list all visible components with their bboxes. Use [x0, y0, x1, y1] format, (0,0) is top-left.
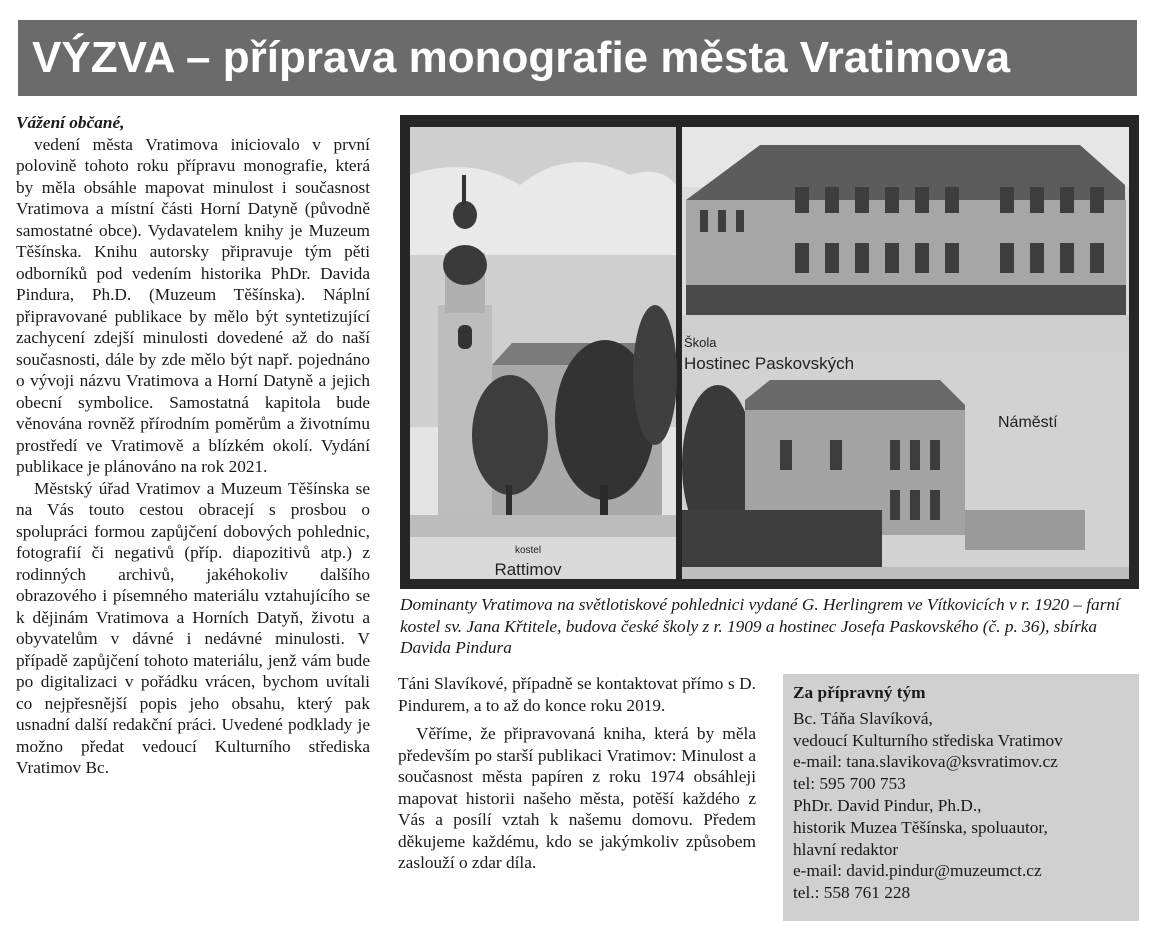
title-banner — [18, 20, 1137, 96]
contact-phone: tel: 595 700 753 — [793, 774, 906, 794]
article-left-column — [16, 112, 370, 779]
page-title: VÝZVA – příprava monografie města Vratimova — [32, 33, 1011, 82]
contact-line: Bc. Táňa Slavíková, — [793, 708, 933, 728]
paragraph-1: vedení města Vratimova iniciovalo v první polovině tohoto roku přípravu monografie, která by měla obsáhle mapovat minulost i současnost Vratimova a místní části Horní Datyně (původně samostatné obce). Vydavatelem knihy je Muzeum Těšínska. Knihu autorsky připravuje tým pěti odborníků pod vedením historika PhDr. Davida Pindura, Ph.D. (Muzeum Těšínska). Náplní připravované publikace by mělo být syntetizující zachycení zdejší minulosti dovedené až do naší současnosti, dále by zde mělo být např. pojednáno o vývoji názvu Vratimova a Horní Datyně a jejich obecní symbolice. Samostatná kapitola bude věnována rovněž přírodním poměrům a životnímu prostředí ve Vratimově a blízkém okolí. Vydání publikace je plánováno na rok 2021. — [16, 134, 370, 476]
contact-heading: Za přípravný tým — [793, 683, 926, 702]
contact-line: hlavní redaktor — [793, 839, 899, 859]
article-middle-column — [398, 673, 756, 874]
contact-email[interactable]: e-mail: tana.slavikova@ksvratimov.cz — [793, 752, 1058, 772]
greeting: Vážení občané, — [16, 113, 125, 132]
contact-email[interactable]: e-mail: david.pindur@muzeumct.cz — [793, 861, 1042, 881]
paragraph-2: Městský úřad Vratimov a Muzeum Těšínska se na Vás touto cestou obracejí s prosbou o spolupráci formou zapůjčení dobových pohlednic, fotografií či negativů (příp. diapozitivů atp.) z rodinných archivů, jakéhokoliv dalšího obrazového i písemného materiálu vztahujícího se k dějinám Vratimova a Horních Datyň, životu a obyvatelům v dávné i nedávné minulosti. V případě zapůjčení tohoto materiálu, jenž vám bude po digitalizaci v pořádku vrácen, bychom uvítali co nejpřesnější popis jeho obsahu, který pak usnadní další redakční práci. Uvedené podklady je možno předat vedoucí Kulturního střediska Vratimov Bc. — [16, 478, 370, 777]
label-hostinec: Hostinec Paskovských — [684, 354, 855, 373]
photo-caption: Dominanty Vratimova na světlotiskové pohlednici vydané G. Herlingrem ve Vítkovicích v r. 1920 – farní kostel sv. Jana Křtitele, budova české školy z r. 1909 a hostinec Josefa Paskovského (č. p. 36), sbírka Davida Pindura — [400, 595, 1120, 657]
label-namesti: Náměstí — [998, 414, 1058, 431]
contact-box — [783, 674, 1139, 921]
label-kostel: kostel — [514, 545, 542, 556]
contact-line: historik Muzea Těšínska, spoluautor, — [793, 817, 1048, 837]
contact-phone: tel.: 558 761 228 — [793, 883, 911, 903]
label-town: Rattimov — [494, 560, 562, 579]
contact-line: vedoucí Kulturního střediska Vratimov — [793, 730, 1063, 750]
label-skola: Škola — [684, 335, 717, 350]
paragraph-3: Věříme, že připravovaná kniha, která by měla především po starší publikaci Vratimov: Minulost a současnost města papíren z roku 1974 obsáhleji mapovat historii našeho města, potěší každého z Vás a posílí vztah k našemu domovu. Předem děkujeme každému, kdo se jakýmkoliv způsobem zaslouží o zdar díla. — [398, 724, 756, 872]
historic-postcard-image — [400, 115, 1139, 589]
paragraph-2-continued: Táni Slavíkové, případně se kontaktovat přímo s D. Pindurem, a to až do konce roku 2019. — [398, 674, 756, 715]
contact-line: PhDr. David Pindur, Ph.D., — [793, 795, 982, 815]
